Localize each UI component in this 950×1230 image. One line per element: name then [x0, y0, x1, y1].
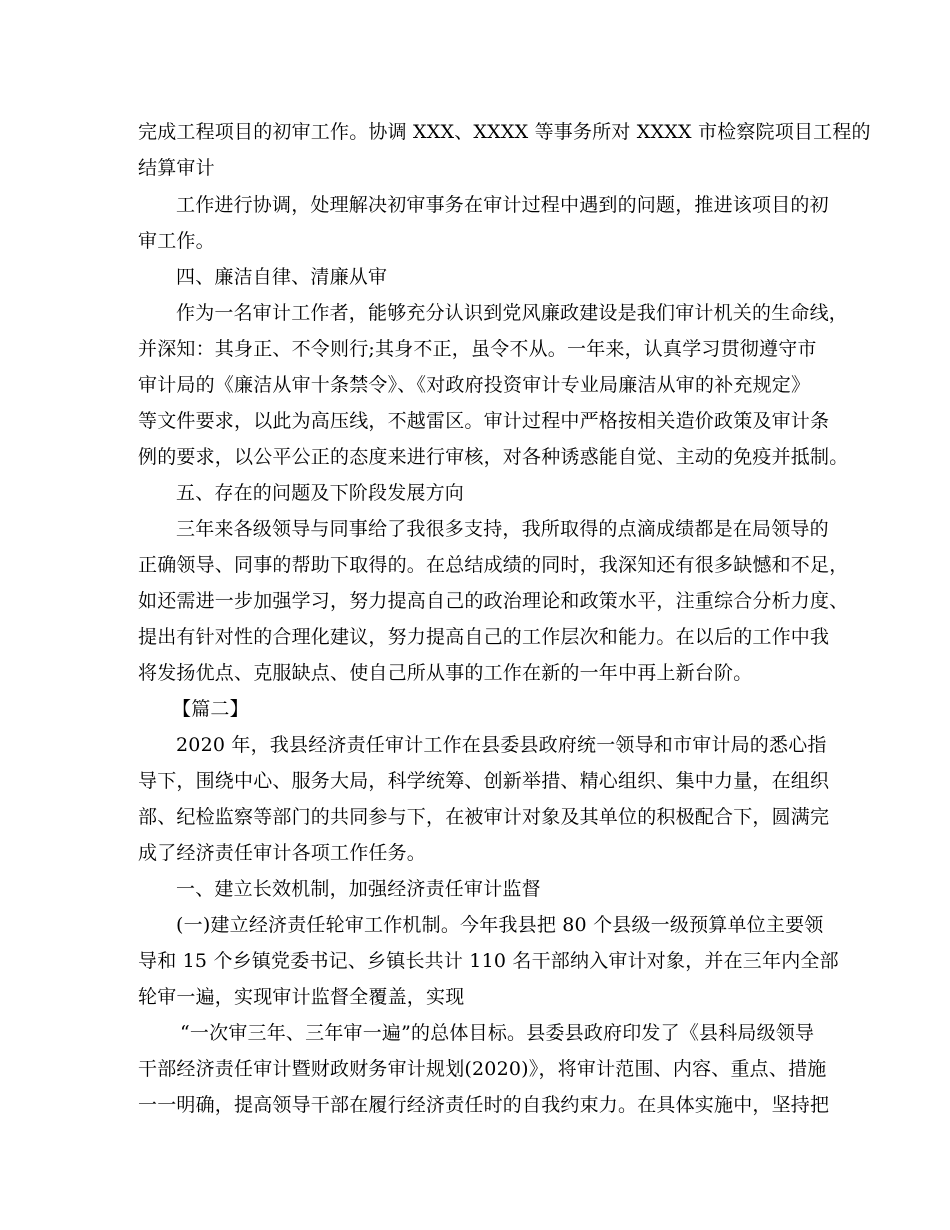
text-line: 成了经济责任审计各项工作任务。: [138, 842, 427, 864]
text-line: 并深知：其身正、不令则行;其身不正，虽令不从。一年来，认真学习贯彻遵守市: [138, 338, 817, 360]
text-line: 将发扬优点、克服缺点、使自己所从事的工作在新的一年中再上新台阶。: [138, 662, 753, 684]
text-line: 完成工程项目的初审工作。协调 XXX、XXXX 等事务所对 XXXX 市检察院项目工程的: [138, 121, 871, 143]
text-line: 三年来各级领导与同事给了我很多支持，我所取得的点滴成绩都是在局领导的: [176, 518, 829, 540]
text-line: 提出有针对性的合理化建议，努力提高自己的工作层次和能力。在以后的工作中我: [138, 626, 830, 648]
text-line: 例的要求，以公平公正的态度来进行审核，对各种诱惑能自觉、主动的免疫并抵制。: [138, 446, 849, 468]
text-line: 审计局的《廉洁从审十条禁令》、《对政府投资审计专业局廉洁从审的补充规定》: [138, 374, 811, 396]
section-heading: 五、存在的问题及下阶段发展方向: [176, 482, 465, 504]
text-line: 导下，围绕中心、服务大局，科学统筹、创新举措、精心组织、集中力量，在组织: [138, 770, 830, 792]
text-line: 2020 年，我县经济责任审计工作在县委县政府统一领导和市审计局的悉心指: [176, 734, 827, 756]
text-line: 轮审一遍，实现审计监督全覆盖，实现: [138, 986, 465, 1008]
text-line: 正确领导、同事的帮助下取得的。在总结成绩的同时，我深知还有很多缺憾和不足，: [138, 554, 849, 576]
text-line: 作为一名审计工作者，能够充分认识到党风廉政建设是我们审计机关的生命线，: [176, 302, 849, 324]
section-heading: 四、廉洁自律、清廉从审: [176, 266, 388, 288]
text-line: “一次审三年、三年审一遍”的总体目标。县委县政府印发了《县科局级领导: [180, 1022, 815, 1044]
text-line: 审工作。: [138, 230, 215, 252]
text-line: 部、纪检监察等部门的共同参与下，在被审计对象及其单位的积极配合下，圆满完: [138, 806, 830, 828]
text-line: 工作进行协调，处理解决初审事务在审计过程中遇到的问题，推进该项目的初: [176, 194, 829, 216]
text-line: 如还需进一步加强学习，努力提高自己的政治理论和政策水平，注重综合分析力度、: [138, 590, 849, 612]
text-line: 结算审计: [138, 157, 215, 179]
text-line: 干部经济责任审计暨财政财务审计规划(2020)》，将审计范围、内容、重点、措施: [138, 1058, 827, 1080]
text-line: (一)建立经济责任轮审工作机制。今年我县把 80 个县级一级预算单位主要领: [176, 914, 824, 936]
section-heading: 一、建立长效机制，加强经济责任审计监督: [176, 878, 541, 900]
text-line: 导和 15 个乡镇党委书记、乡镇长共计 110 名干部纳入审计对象，并在三年内全部: [138, 950, 839, 972]
text-line: 一一明确，提高领导干部在履行经济责任时的自我约束力。在具体实施中，坚持把: [138, 1094, 830, 1116]
text-line: 等文件要求，以此为高压线，不越雷区。审计过程中严格按相关造价政策及审计条: [138, 410, 830, 432]
section-marker: 【篇二】: [172, 698, 249, 720]
